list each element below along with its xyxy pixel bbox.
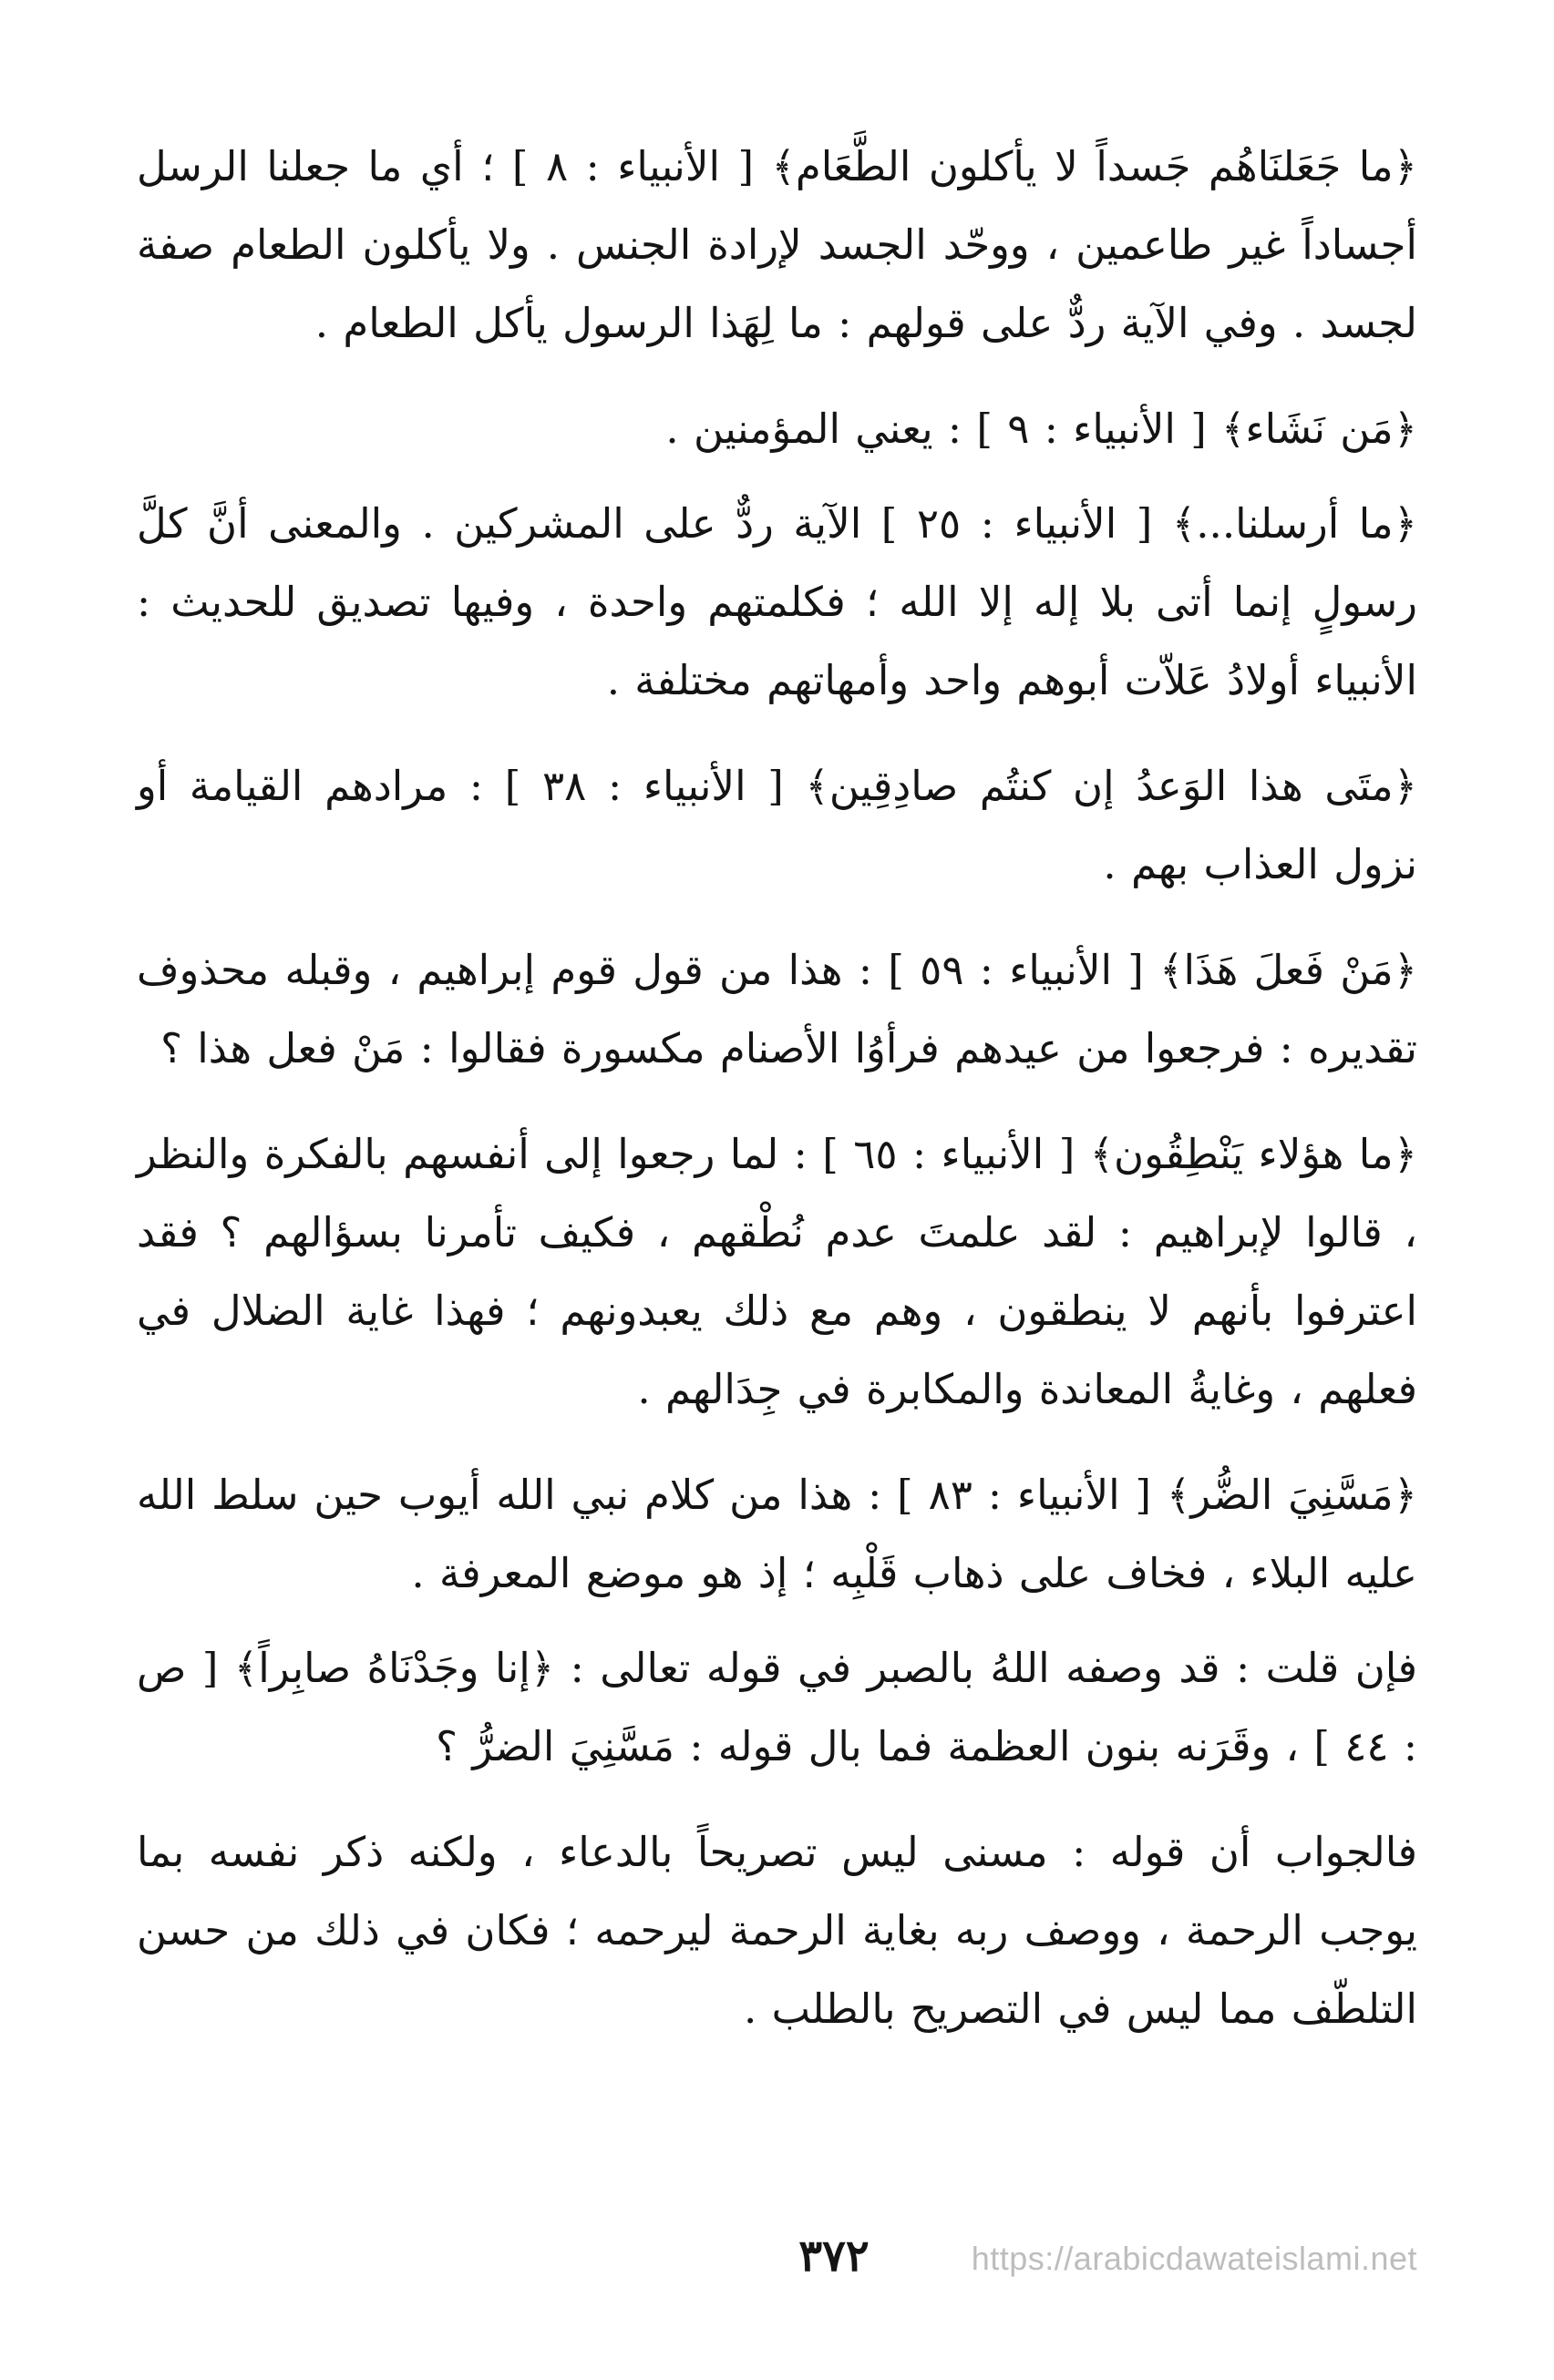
paragraph-6: ﴿ما هؤلاء يَنْطِقُون﴾ [ الأنبياء : ٦٥ ] : لما رجعوا إلى أنفسهم بالفكرة والنظر ، قالوا لإبراهيم : لقد علمتَ عدم نُطْقهم ، فكيف تأمرنا بسؤالهم ؟ فقد اعترفوا بأنهم لا ينطقون ، وهم مع ذلك يعبدونهم ؛ فهذا غاية الضلال في فعلهم ، وغايةُ المعاندة والمكابرة في جِدَالهم . [137,1130,1417,1413]
paragraph-1: ﴿ما جَعَلنَاهُم جَسداً لا يأكلون الطَّعَام﴾ [ الأنبياء : ٨ ] ؛ أي ما جعلنا الرسل أجساداً غير طاعمين ، ووحّد الجسد لإرادة الجنس . ولا يأكلون الطعام صفة لجسد . وفي الآية ردٌّ على قولهم : ما لِهَذا الرسول يأكل الطعام . [137,142,1417,347]
watermark-url: https://arabicdawateislami.net [971,2240,1417,2277]
paragraph-3: ﴿ما أرسلنا...﴾ [ الأنبياء : ٢٥ ] الآية ردٌّ على المشركين . والمعنى أنَّ كلَّ رسولٍ إنما أتى بلا إله إلا الله ؛ فكلمتهم واحدة ، وفيها تصديق للحديث : الأنبياء أولادُ عَلاّت أبوهم واحد وأمهاتهم مختلفة . [137,499,1417,704]
paragraph-8: فإن قلت : قد وصفه اللهُ بالصبر في قوله تعالى : ﴿إنا وجَدْنَاهُ صابِراً﴾ [ ص : ٤٤ ] ، وقَرَنه بنون العظمة فما بال قوله : مَسَّنِيَ الضرُّ ؟ [137,1644,1417,1770]
paragraph-2: ﴿مَن نَشَاء﴾ [ الأنبياء : ٩ ] : يعني المؤمنين . [665,405,1417,453]
paragraph-4: ﴿متَى هذا الوَعدُ إن كنتُم صادِقِين﴾ [ الأنبياء : ٣٨ ] : مرادهم القيامة أو نزول العذاب بهم . [137,762,1417,888]
paragraph-9: فالجواب أن قوله : مسنى ليس تصريحاً بالدعاء ، ولكنه ذكر نفسه بما يوجب الرحمة ، ووصف ربه بغاية الرحمة ليرحمه ؛ فكان في ذلك من حسن التلطّف مما ليس في التصريح بالطلب . [137,1828,1417,2033]
page-footer [137,2231,1417,2294]
page-number: ٣٧٢ [798,2231,870,2282]
paragraph-7: ﴿مَسَّنِيَ الضُّر﴾ [ الأنبياء : ٨٣ ] : هذا من كلام نبي الله أيوب حين سلط الله عليه البلاء ، فخاف على ذهاب قَلْبِه ؛ إذ هو موضع المعرفة . [137,1471,1417,1597]
paragraph-5: ﴿مَنْ فَعلَ هَذَا﴾ [ الأنبياء : ٥٩ ] : هذا من قول قوم إبراهيم ، وقبله محذوف تقديره : فرجعوا من عيدهم فرأوُا الأصنام مكسورة فقالوا : مَنْ فعل هذا ؟ [137,946,1417,1072]
page-body [137,128,1417,2251]
